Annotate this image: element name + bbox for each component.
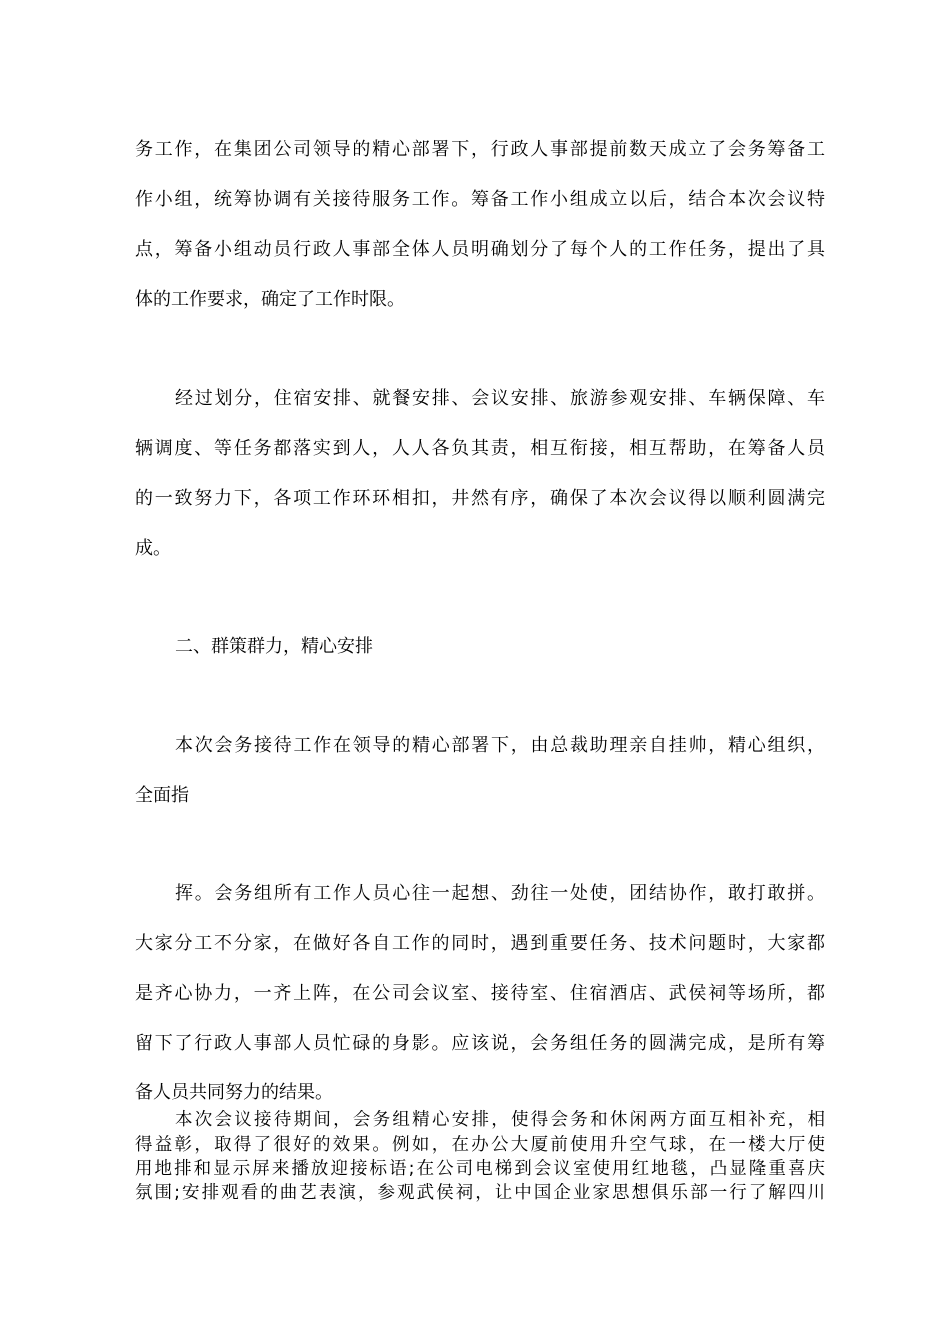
paragraph-4-line-5: 备人员共同努力的结果。 — [135, 1082, 333, 1103]
paragraph-5-line-2: 得益彰，取得了很好的效果。例如，在办公大厦前使用升空气球，在一楼大厅使 — [135, 1135, 825, 1155]
paragraph-5-line-3: 用地排和显示屏来播放迎接标语;在公司电梯到会议室使用红地毯，凸显隆重喜庆 — [135, 1159, 825, 1179]
paragraph-2-line-3: 的一致努力下，各项工作环环相扣，井然有序，确保了本次会议得以顺利圆满完 — [135, 488, 825, 509]
paragraph-4-line-3: 是齐心协力，一齐上阵，在公司会议室、接待室、住宿酒店、武侯祠等场所，都 — [135, 983, 825, 1004]
paragraph-2-line-4: 成。 — [135, 538, 171, 559]
paragraph-1-line-1: 务工作，在集团公司领导的精心部署下，行政人事部提前数天成立了会务筹备工 — [135, 139, 825, 160]
paragraph-1-line-4: 体的工作要求，确定了工作时限。 — [135, 289, 405, 310]
section-heading: 二、群策群力，精心安排 — [175, 636, 373, 657]
paragraph-5-line-4: 氛围;安排观看的曲艺表演，参观武侯祠，让中国企业家思想俱乐部一行了解四川 — [135, 1183, 825, 1203]
paragraph-4-line-1: 挥。会务组所有工作人员心往一起想、劲往一处使，团结协作，敢打敢拼。 — [175, 883, 825, 904]
paragraph-2-line-2: 辆调度、等任务都落实到人，人人各负其责，相互衔接，相互帮助，在筹备人员 — [135, 438, 825, 459]
paragraph-1-line-3: 点，筹备小组动员行政人事部全体人员明确划分了每个人的工作任务，提出了具 — [135, 239, 825, 260]
paragraph-2-line-1: 经过划分，住宿安排、就餐安排、会议安排、旅游参观安排、车辆保障、车 — [175, 388, 825, 409]
paragraph-4-line-4: 留下了行政人事部人员忙碌的身影。应该说，会务组任务的圆满完成，是所有筹 — [135, 1033, 825, 1054]
paragraph-4-line-2: 大家分工不分家，在做好各自工作的同时，遇到重要任务、技术问题时，大家都 — [135, 933, 825, 954]
paragraph-3-line-1: 本次会务接待工作在领导的精心部署下，由总裁助理亲自挂帅，精心组织， — [175, 735, 825, 756]
paragraph-5-line-1: 本次会议接待期间，会务组精心安排，使得会务和休闲两方面互相补充，相 — [175, 1110, 825, 1130]
paragraph-1-line-2: 作小组，统筹协调有关接待服务工作。筹备工作小组成立以后，结合本次会议特 — [135, 189, 825, 210]
paragraph-3-line-2: 全面指 — [135, 785, 189, 806]
